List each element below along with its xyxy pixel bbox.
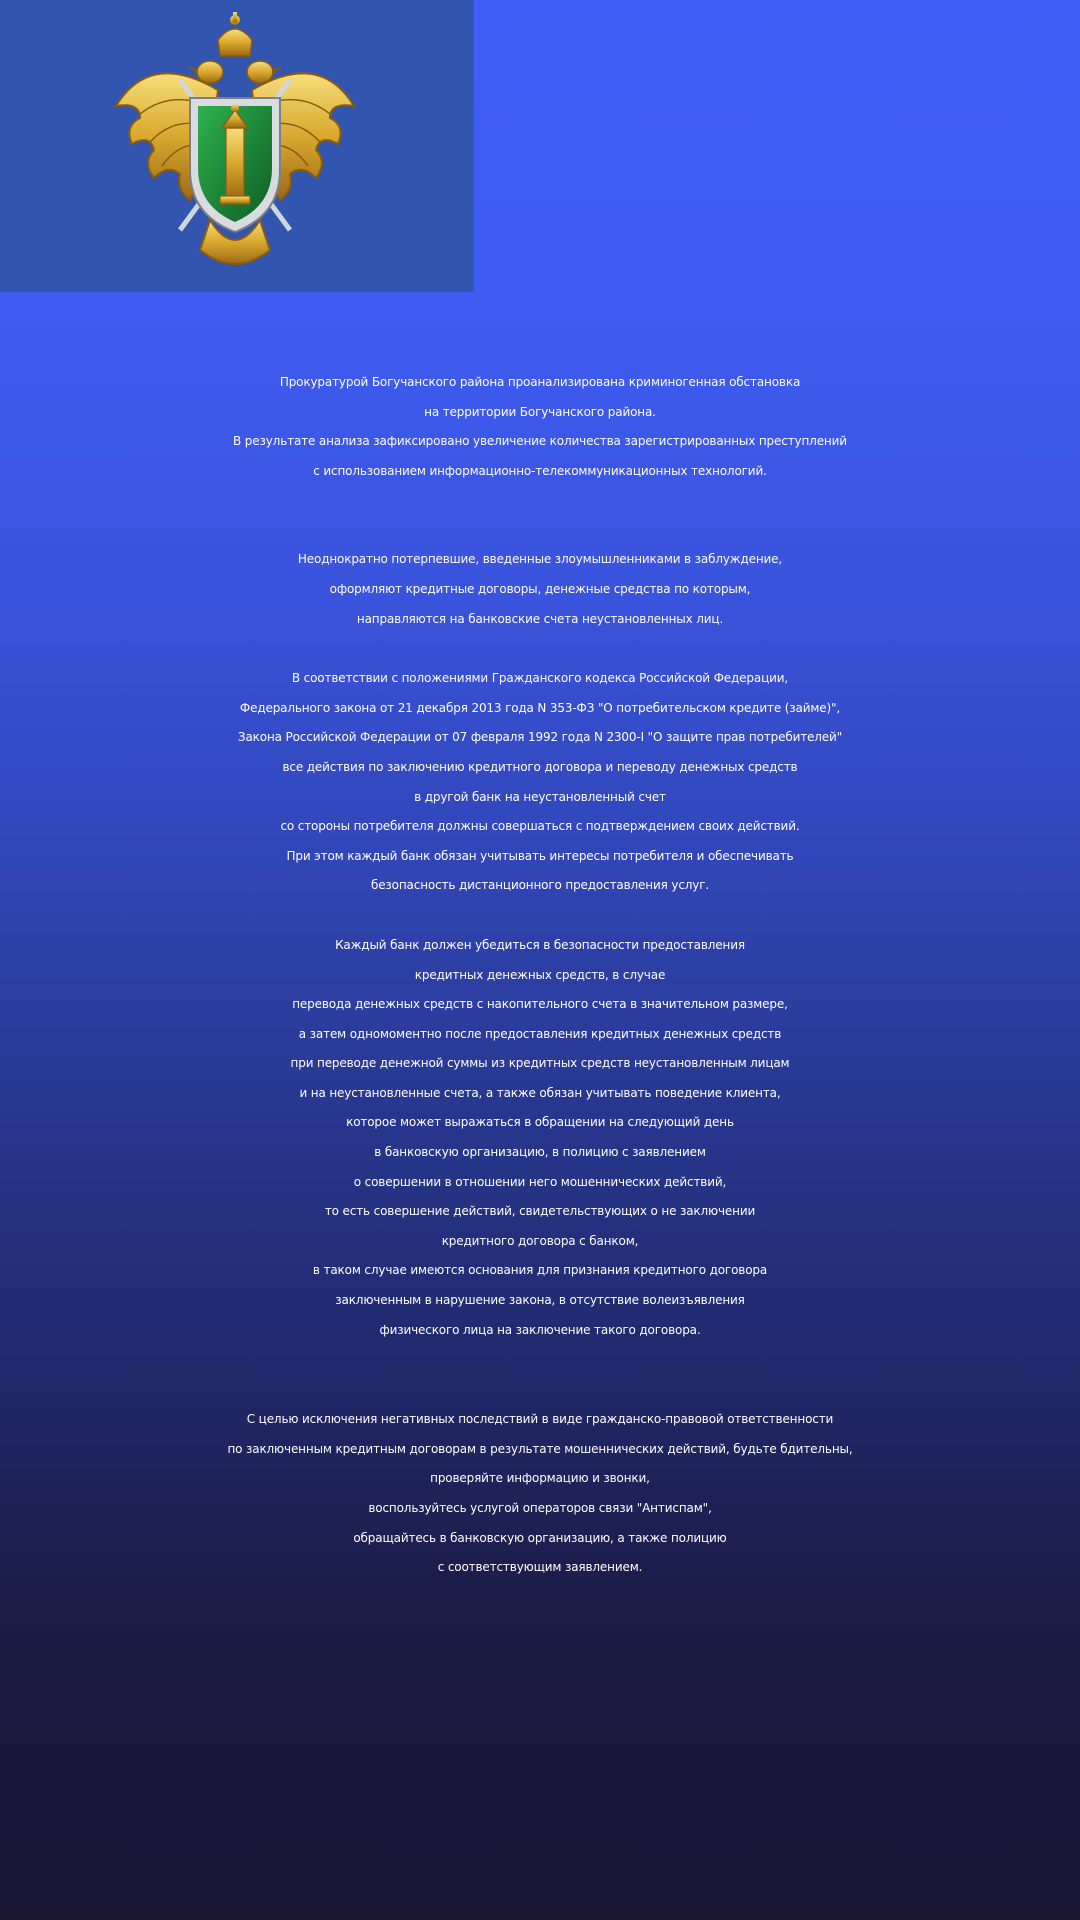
paragraph-line: С целью исключения негативных последствий в виде гражданско-правовой ответственности [246, 1412, 834, 1427]
paragraph-line: направляются на банковские счета неустановленных лиц. [356, 611, 724, 626]
paragraph-line: воспользуйтесь услугой операторов связи "Антиспам", [368, 1501, 712, 1515]
paragraph-line: Федерального закона от 21 декабря 2013 года N 353-ФЗ "О потребительском кредите (займе)", [239, 700, 841, 715]
paragraph-line: физического лица на заключение такого договора. [379, 1322, 701, 1337]
paragraph-line: которое может выражаться в обращении на следующий день [346, 1115, 734, 1130]
paragraph-line: со стороны потребителя должны совершаться с подтверждением своих действий. [280, 819, 800, 834]
paragraph-line: а затем одномоментно после предоставления кредитных денежных средств [298, 1026, 782, 1041]
paragraph-line: безопасность дистанционного предоставления услуг. [370, 878, 710, 893]
notice-text [0, 368, 1080, 1583]
emblem-panel [0, 0, 474, 292]
paragraph-4 [0, 931, 1080, 1345]
paragraph-line: проверяйте информацию и звонки, [430, 1471, 650, 1486]
prosecutor-office-emblem-icon [110, 10, 360, 278]
paragraph-line: При этом каждый банк обязан учитывать интересы потребителя и обеспечивать [286, 848, 794, 863]
paragraph-line: Неоднократно потерпевшие, введенные злоумышленниками в заблуждение, [297, 552, 783, 567]
paragraph-line: перевода денежных средств с накопительного счета в значительном размере, [292, 997, 788, 1012]
paragraph-line: заключенным в нарушение закона, в отсутствие волеизъявления [335, 1293, 745, 1308]
paragraph-line: и на неустановленные счета, а также обязан учитывать поведение клиента, [299, 1085, 781, 1100]
paragraph-line: с соответствующим заявлением. [437, 1560, 643, 1575]
paragraph-line: обращайтесь в банковскую организацию, а также полицию [353, 1530, 727, 1545]
paragraph-line: по заключенным кредитным договорам в результате мошеннических действий, будьте бдительны, [227, 1441, 853, 1456]
paragraph-line: все действия по заключению кредитного договора и переводу денежных средств [282, 759, 798, 774]
paragraph-2 [0, 545, 1080, 634]
paragraph-line: оформляют кредитные договоры, денежные средства по которым, [329, 581, 751, 596]
paragraph-line: на территории Богучанского района. [424, 404, 656, 419]
paragraph-line: В соответствии с положениями Гражданского кодекса Российской Федерации, [291, 671, 789, 686]
paragraph-line: в другой банк на неустановленный счет [414, 789, 666, 804]
paragraph-line: при переводе денежной суммы из кредитных средств неустановленным лицам [290, 1056, 790, 1071]
paragraph-1 [0, 368, 1080, 486]
paragraph-line: в таком случае имеются основания для признания кредитного договора [312, 1263, 768, 1278]
paragraph-line: о совершении в отношении него мошеннических действий, [353, 1174, 727, 1189]
paragraph-line: кредитного договора с банком, [441, 1233, 639, 1248]
paragraph-line: Закона Российской Федерации от 07 февраля 1992 года N 2300-I "О защите прав потребителей" [237, 730, 843, 745]
paragraph-line: В результате анализа зафиксировано увеличение количества зарегистрированных преступлений [233, 434, 847, 449]
paragraph-5 [0, 1405, 1080, 1583]
paragraph-line: в банковскую организацию, в полицию с заявлением [374, 1145, 706, 1160]
paragraph-line: Прокуратурой Богучанского района проанализирована криминогенная обстановка [279, 375, 801, 389]
paragraph-line: Каждый банк должен убедиться в безопасности предоставления [335, 937, 745, 952]
paragraph-line: кредитных денежных средств, в случае [414, 967, 666, 982]
paragraph-line: с использованием информационно-телекоммуникационных технологий. [313, 463, 767, 478]
paragraph-line: то есть совершение действий, свидетельствующих о не заключении [324, 1204, 756, 1219]
paragraph-3 [0, 664, 1080, 901]
